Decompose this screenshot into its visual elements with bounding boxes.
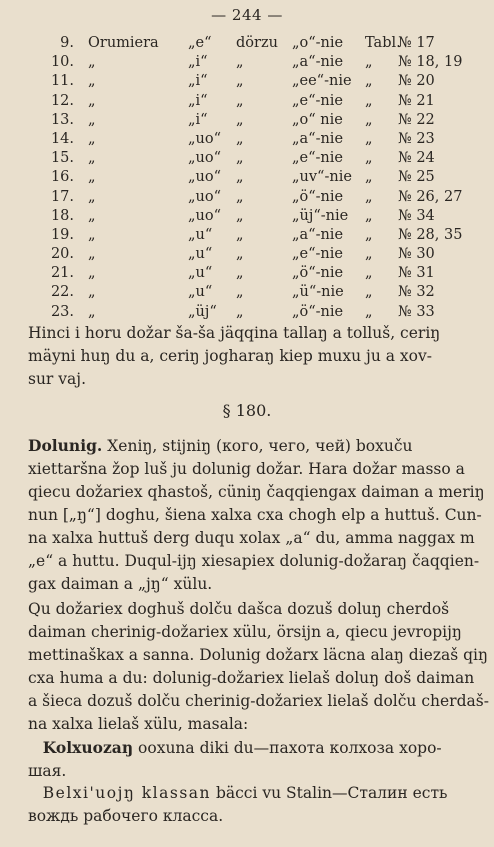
term-spaced: Belxi'uojŋ klassan <box>42 784 212 802</box>
cell-dorzu: „ <box>236 246 244 263</box>
cell-ref: № 32 <box>398 284 435 301</box>
cell-dorzu: „ <box>236 188 244 205</box>
cell-word: „ <box>88 246 96 263</box>
cell-tabl: „ <box>365 92 373 109</box>
table-row <box>40 34 480 53</box>
cell-tabl: „ <box>365 303 373 320</box>
example-kolxuoz <box>28 736 476 783</box>
cell-tabl: „ <box>365 73 373 90</box>
text-run: ooxuna diki du—пахота колхоза хоро- <box>133 739 442 757</box>
cell-word: „ <box>88 303 96 320</box>
table-row <box>40 207 480 226</box>
cell-tabl: „ <box>365 246 373 263</box>
text-line <box>28 736 476 760</box>
cell-word: „ <box>88 130 96 147</box>
cell-dorzu: „ <box>236 303 244 320</box>
paragraph-dolunig <box>28 434 485 596</box>
row-number: 9. <box>60 35 74 51</box>
row-number: 14. <box>50 130 74 147</box>
table-row <box>40 168 480 187</box>
cell-dorzu: „ <box>236 130 244 147</box>
example-belxiuojn <box>28 782 476 828</box>
text-line: daiman cherinig-dožariex xülu, örsijn a, qiecu jevropijŋ <box>28 623 462 641</box>
text-line <box>28 434 476 458</box>
cell-dorzu: „ <box>236 111 244 128</box>
row-number: 18. <box>50 207 74 224</box>
text-run: bäcci vu Stalin—Сталин есть <box>211 784 448 802</box>
cell-nie: „e“-nie <box>292 92 343 109</box>
row-number: 17. <box>50 188 74 205</box>
text-line: na xalxa lielaš xülu, masala: <box>28 715 249 733</box>
cell-ref: № 20 <box>398 73 435 90</box>
text-line: cxa huma a du: dolunig-dožariex lielaš doluŋ doš daiman <box>28 669 475 687</box>
table-row <box>40 92 480 111</box>
cell-word: „ <box>88 265 96 282</box>
text-line: mettinaškax a sanna. Dolunig dožarx läcna alaŋ diezaš qiŋ <box>28 646 488 664</box>
cell-word: „ <box>88 54 96 71</box>
cell-nie: „ö“-nie <box>292 303 344 320</box>
cell-vowel: „i“ <box>188 92 208 109</box>
cell-word: „ <box>88 169 96 186</box>
cell-word: Orumiera <box>88 35 159 51</box>
term-dolunig: Dolunig. <box>28 436 103 455</box>
cell-dorzu: „ <box>236 150 244 167</box>
text-line: gax daiman a „jŋ“ xülu. <box>28 575 213 593</box>
text-line: na xalxa huttuš derg duqu xolax „a“ du, amma naggax m <box>28 529 475 547</box>
table-row <box>40 149 480 168</box>
cell-tabl: „ <box>365 226 373 243</box>
cell-nie: „e“-nie <box>292 246 343 263</box>
cell-dorzu: „ <box>236 54 244 71</box>
cell-tabl: „ <box>365 188 373 205</box>
cell-vowel: „üj“ <box>188 303 217 320</box>
cell-ref: № 24 <box>398 150 435 167</box>
cell-tabl: „ <box>365 284 373 301</box>
cell-ref: № 26, 27 <box>398 188 463 205</box>
table-row <box>40 226 480 245</box>
cell-ref: № 23 <box>398 130 435 147</box>
cell-dorzu: „ <box>236 73 244 90</box>
page-number: — 244 — <box>211 6 283 24</box>
text-line <box>28 782 476 805</box>
cell-word: „ <box>88 284 96 301</box>
cell-dorzu: dörzu <box>236 35 278 51</box>
text-line: nun [„ŋ“] doghu, šiena xalxa cxa chogh elp a huttuš. Cun- <box>28 506 482 524</box>
paragraph-qu <box>28 598 489 736</box>
text-line: mäyni huŋ du a, ceriŋ jogharaŋ kiep muxu ju a xov- <box>28 347 432 365</box>
cell-nie: „a“-nie <box>292 130 344 147</box>
cell-dorzu: „ <box>236 226 244 243</box>
cell-tabl: Tabl. <box>365 35 401 51</box>
row-number: 23. <box>50 303 74 320</box>
cell-nie: „a“-nie <box>292 226 344 243</box>
cell-dorzu: „ <box>236 92 244 109</box>
row-number: 15. <box>50 150 74 167</box>
cell-tabl: „ <box>365 54 373 71</box>
cell-ref: № 22 <box>398 111 435 128</box>
cell-nie: „o“-nie <box>292 35 344 51</box>
cell-nie: „üj“-nie <box>292 207 349 224</box>
cell-tabl: „ <box>365 207 373 224</box>
text-line: a šieca dozuš dolču cherinig-dožariex lielaš dolču cherdaš- <box>28 692 489 710</box>
row-number: 22. <box>50 284 74 301</box>
cell-word: „ <box>88 207 96 224</box>
cell-tabl: „ <box>365 150 373 167</box>
cell-dorzu: „ <box>236 207 244 224</box>
cell-nie: „ö“-nie <box>292 188 344 205</box>
table-row <box>40 283 480 302</box>
text-line: Hinci i horu dožar ša-ša jäqqina tallaŋ a tolluš, ceriŋ <box>28 324 441 342</box>
text-line: xiettaršna žop luš ju dolunig dožar. Hara dožar masso a <box>28 460 465 478</box>
paragraph-hinci <box>28 322 476 391</box>
cell-vowel: „u“ <box>188 226 213 243</box>
cell-vowel: „i“ <box>188 73 208 90</box>
cell-nie: „a“-nie <box>292 54 344 71</box>
cell-nie: „ee“-nie <box>292 73 352 90</box>
table-row <box>40 72 480 91</box>
cell-vowel: „u“ <box>188 284 213 301</box>
row-number: 21. <box>50 265 74 282</box>
text-run: Xeniŋ, stijniŋ (кого, чего, чей) boxuču <box>102 437 413 455</box>
cell-ref: № 18, 19 <box>398 54 463 71</box>
cell-ref: № 31 <box>398 265 435 282</box>
text-line: вождь рабочего класса. <box>28 807 224 825</box>
cell-vowel: „uo“ <box>188 130 221 147</box>
text-line: „e“ a huttu. Duqul-ijŋ xiesapiex dolunig-dožaraŋ čaqqien- <box>28 552 480 570</box>
row-number: 13. <box>50 111 74 128</box>
row-number: 12. <box>50 92 74 109</box>
table-row <box>40 188 480 207</box>
cell-vowel: „i“ <box>188 54 208 71</box>
cell-ref: № 33 <box>398 303 435 320</box>
term-kolxuozan: Kolxuozaŋ <box>42 738 134 757</box>
cell-dorzu: „ <box>236 265 244 282</box>
cell-word: „ <box>88 73 96 90</box>
cell-ref: № 17 <box>398 35 435 51</box>
cell-vowel: „uo“ <box>188 188 221 205</box>
cell-dorzu: „ <box>236 169 244 186</box>
cell-vowel: „uo“ <box>188 169 221 186</box>
text-line: sur vaj. <box>28 370 87 388</box>
row-number: 19. <box>50 226 74 243</box>
cell-word: „ <box>88 111 96 128</box>
row-number: 16. <box>50 169 74 186</box>
table-row <box>40 245 480 264</box>
cell-ref: № 28, 35 <box>398 226 463 243</box>
table-row <box>40 264 480 283</box>
cell-nie: „ö“-nie <box>292 265 344 282</box>
cell-word: „ <box>88 92 96 109</box>
cell-ref: № 30 <box>398 246 435 263</box>
vowel-table <box>40 34 480 322</box>
cell-word: „ <box>88 188 96 205</box>
cell-tabl: „ <box>365 169 373 186</box>
cell-ref: № 25 <box>398 169 435 186</box>
row-number: 11. <box>50 73 74 90</box>
table-row <box>40 303 480 322</box>
cell-nie: „uv“-nie <box>292 169 352 186</box>
cell-vowel: „u“ <box>188 246 213 263</box>
table-row <box>40 53 480 72</box>
cell-ref: № 34 <box>398 207 435 224</box>
table-row <box>40 111 480 130</box>
cell-vowel: „i“ <box>188 111 208 128</box>
row-number: 10. <box>50 54 74 71</box>
cell-dorzu: „ <box>236 284 244 301</box>
cell-nie: „ü“-nie <box>292 284 344 301</box>
table-row <box>40 130 480 149</box>
section-title: § 180. <box>222 401 272 420</box>
text-line: шая. <box>28 762 67 780</box>
cell-vowel: „uo“ <box>188 150 221 167</box>
cell-tabl: „ <box>365 111 373 128</box>
cell-ref: № 21 <box>398 92 435 109</box>
text-line: qiecu dožariex qhastoš, cüniŋ čaqqiengax daiman a meriŋ <box>28 483 485 501</box>
cell-tabl: „ <box>365 265 373 282</box>
row-number: 20. <box>50 246 74 263</box>
text-line: Qu dožariex doghuš dolču dašca dozuš doluŋ cherdoš <box>28 600 450 618</box>
cell-word: „ <box>88 150 96 167</box>
cell-vowel: „uo“ <box>188 207 221 224</box>
cell-vowel: „e“ <box>188 35 212 51</box>
cell-nie: „o“ nie <box>292 111 343 128</box>
cell-vowel: „u“ <box>188 265 213 282</box>
cell-nie: „e“-nie <box>292 150 343 167</box>
cell-tabl: „ <box>365 130 373 147</box>
cell-word: „ <box>88 226 96 243</box>
